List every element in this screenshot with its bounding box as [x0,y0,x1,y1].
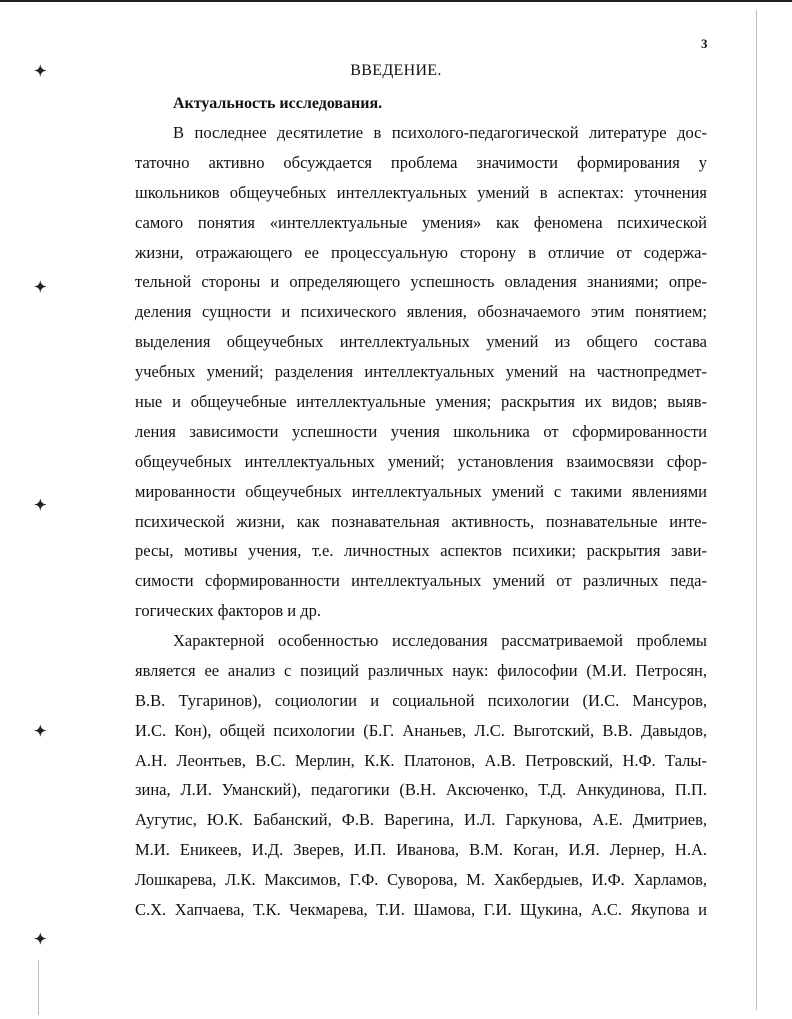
text-line: деления сущности и психического явления, обозначаемого этим понятием; [135,302,707,322]
text-line: является ее анализ с позиций различных наук: философии (М.И. Петросян, [135,660,707,680]
page-title: ВВЕДЕНИЕ. [350,62,442,79]
text-line: ления зависимости успешности учения школьника от сформированности [135,421,707,441]
paragraph-1 [135,118,707,626]
text-line: общеучебных интеллектуальных умений; установления взаимосвязи сфор- [135,451,707,471]
text-line: В.В. Тугаринов), социологии и социальной психологии (И.С. Мансуров, [135,690,707,710]
text-line: самого понятия «интеллектуальные умения» как феномена психической [135,212,707,232]
text-line: выделения общеучебных интеллектуальных умений из общего состава [135,332,707,352]
text-line: Лошкарева, Л.К. Максимов, Г.Ф. Суворова, М. Хакбердыев, И.Ф. Харламов, [135,870,707,890]
binder-hole-mark: ✦ [34,64,47,80]
binder-hole-mark: ✦ [34,724,47,740]
text-line: гогических факторов и др. [135,601,321,621]
text-line: мированности общеучебных интеллектуальных умений с такими явлениями [135,481,707,501]
text-line: тельной стороны и определяющего успешность овладения знаниями; опре- [135,272,707,292]
text-line: жизни, отражающего ее процессуальную сторону в отличие от содержа- [135,242,707,262]
text-line: психической жизни, как познавательная активность, познавательные инте- [135,511,707,531]
paragraph-2 [135,626,707,925]
binder-hole-mark: ✦ [34,932,47,948]
left-edge-mark [38,960,39,1015]
text-line: Аугутис, Ю.К. Бабанский, Ф.В. Варегина, И.Л. Гаркунова, А.Е. Дмитриев, [135,810,707,830]
text-line: В последнее десятилетие в психолого-педагогической литературе дос- [173,123,707,142]
top-border-line [0,0,792,2]
text-line: С.Х. Хапчаева, Т.К. Чекмарева, Т.И. Шамова, Г.И. Щукина, А.С. Якупова и [135,900,707,920]
binder-hole-mark: ✦ [34,280,47,296]
text-line: ресы, мотивы учения, т.е. личностных аспектов психики; раскрытия зави- [135,541,707,561]
right-edge-mark [756,10,757,1010]
text-line: ные и общеучебные интеллектуальные умения; раскрытия их видов; выяв- [135,392,707,412]
text-line: учебных умений; разделения интеллектуальных умений на частнопредмет- [135,362,707,382]
section-heading: Актуальность исследования. [173,95,383,112]
text-line: таточно активно обсуждается проблема значимости формирования у [135,152,707,172]
text-line: А.Н. Леонтьев, В.С. Мерлин, К.К. Платонов, А.В. Петровский, Н.Ф. Талы- [135,750,707,770]
text-line: И.С. Кон), общей психологии (Б.Г. Ананьев, Л.С. Выготский, В.В. Давыдов, [135,720,707,740]
text-line: Характерной особенностью исследования рассматриваемой проблемы [173,631,707,650]
text-line: школьников общеучебных интеллектуальных умений в аспектах: уточнения [135,182,707,202]
page-number: 3 [701,36,708,51]
text-line: симости сформированности интеллектуальных умений от различных педа- [135,571,707,591]
text-line: зина, Л.И. Уманский), педагогики (В.Н. Аксюченко, Т.Д. Анкудинова, П.П. [135,780,707,800]
text-line: М.И. Еникеев, И.Д. Зверев, И.П. Иванова, В.М. Коган, И.Я. Лернер, Н.А. [135,840,707,860]
binder-hole-mark: ✦ [34,498,47,514]
